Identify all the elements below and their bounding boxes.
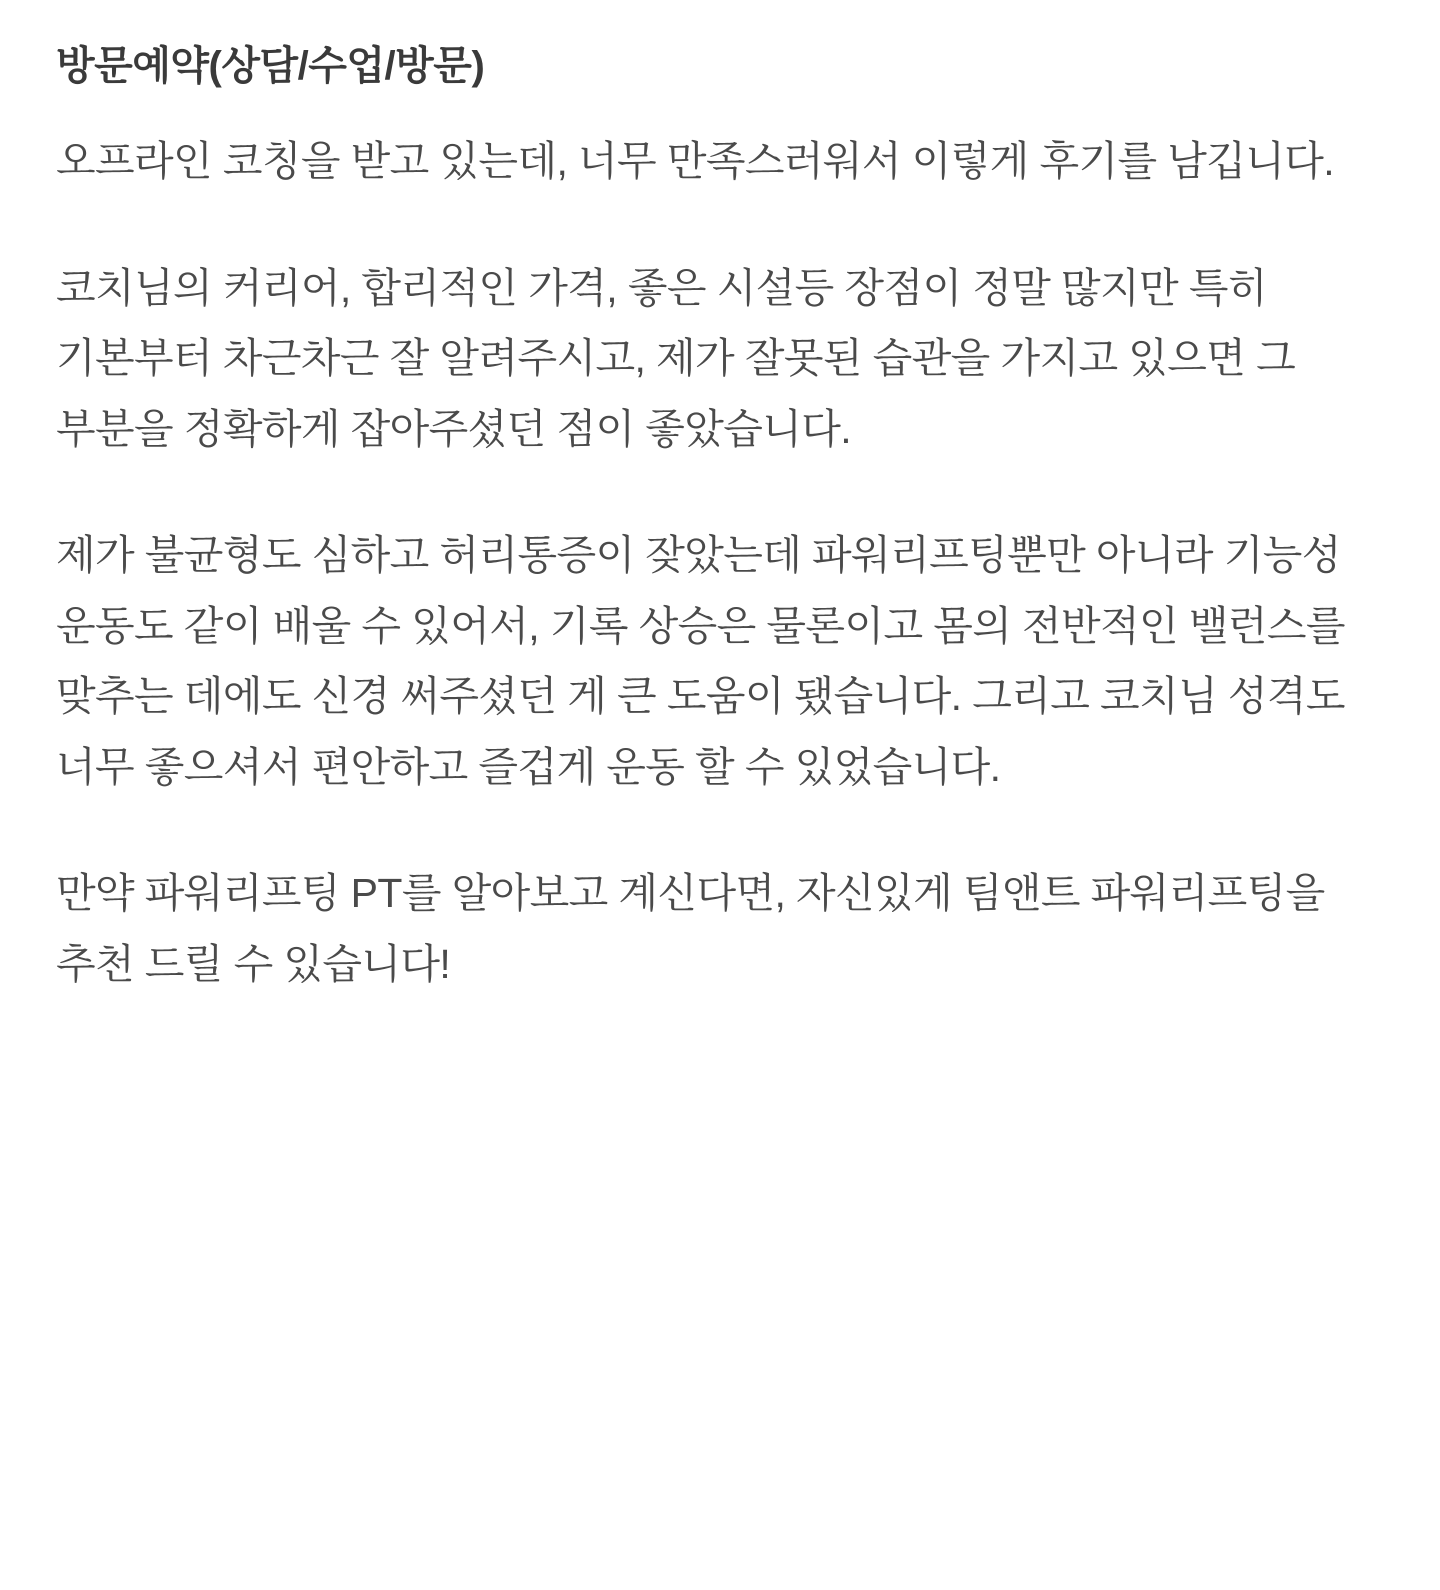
review-paragraph: 오프라인 코칭을 받고 있는데, 너무 만족스러워서 이렇게 후기를 남깁니다. bbox=[56, 138, 1335, 184]
review-body bbox=[56, 126, 1384, 999]
review-paragraph: 제가 불균형도 심하고 허리통증이 잦았는데 파워리프팅뿐만 아니라 기능성 운동도 같이 배울 수 있어서, 기록 상승은 물론이고 몸의 전반적인 밸런스를 맞추는 데에도 신경 써주셨던 게 큰 도움이 됐습니다. 그리고 코치님 성격도 너무 좋으셔서 편안하고 즐겁게 운동 할 수 있었습니다. bbox=[56, 532, 1356, 790]
review-paragraph: 만약 파워리프팅 PT를 알아보고 계신다면, 자신있게 팀앤트 파워리프팅을 추천 드릴 수 있습니다! bbox=[56, 870, 1336, 987]
review-paragraph: 코치님의 커리어, 합리적인 가격, 좋은 시설등 장점이 정말 많지만 특히 기본부터 차근차근 잘 알려주시고, 제가 잘못된 습관을 가지고 있으면 그 부분을 정확하게 잡아주셨던 점이 좋았습니다. bbox=[56, 264, 1306, 452]
page-title: 방문예약(상담/수업/방문) bbox=[56, 44, 485, 88]
